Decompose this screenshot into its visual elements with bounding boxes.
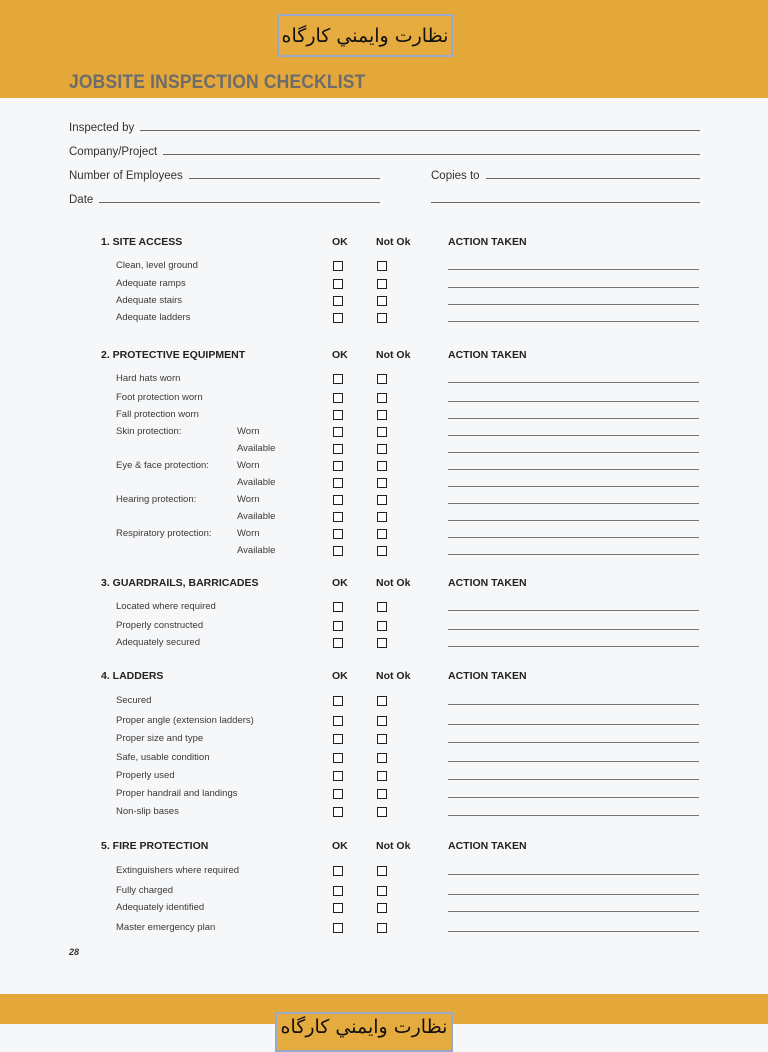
item-label: Non-slip bases xyxy=(116,806,179,817)
item-sub-label: Worn xyxy=(237,426,260,437)
not-ok-column-header: Not Ok xyxy=(376,236,411,248)
not-ok-checkbox[interactable] xyxy=(377,602,387,612)
checklist-row xyxy=(0,694,768,711)
inspected-by-line xyxy=(140,130,700,131)
ok-checkbox[interactable] xyxy=(333,602,343,612)
section-title: 4. LADDERS xyxy=(101,670,164,682)
ok-checkbox[interactable] xyxy=(333,716,343,726)
item-label: Respiratory protection: xyxy=(116,528,212,539)
section-title: 2. PROTECTIVE EQUIPMENT xyxy=(101,349,246,361)
checklist-row xyxy=(0,732,768,749)
not-ok-checkbox[interactable] xyxy=(377,261,387,271)
logo-banner: نظارت وايمني كارگاه xyxy=(277,14,453,57)
not-ok-checkbox[interactable] xyxy=(377,410,387,420)
item-label: Proper handrail and landings xyxy=(116,788,238,799)
ok-checkbox[interactable] xyxy=(333,807,343,817)
item-label: Properly used xyxy=(116,770,175,781)
not-ok-checkbox[interactable] xyxy=(377,716,387,726)
action-taken-column-header: ACTION TAKEN xyxy=(448,840,527,852)
item-label: Master emergency plan xyxy=(116,922,216,933)
inspected-by-field[interactable] xyxy=(69,114,700,134)
action-taken-line[interactable] xyxy=(448,418,699,419)
not-ok-column-header: Not Ok xyxy=(376,349,411,361)
not-ok-checkbox[interactable] xyxy=(377,478,387,488)
checklist-row xyxy=(0,787,768,804)
action-taken-line[interactable] xyxy=(448,610,699,611)
not-ok-checkbox[interactable] xyxy=(377,529,387,539)
item-label: Hearing protection: xyxy=(116,494,197,505)
item-label: Located where required xyxy=(116,601,216,612)
action-taken-line[interactable] xyxy=(448,704,699,705)
num-employees-label: Number of Employees xyxy=(69,170,183,182)
action-taken-line[interactable] xyxy=(448,742,699,743)
not-ok-column-header: Not Ok xyxy=(376,670,411,682)
ok-checkbox[interactable] xyxy=(333,903,343,913)
ok-checkbox[interactable] xyxy=(333,546,343,556)
not-ok-checkbox[interactable] xyxy=(377,444,387,454)
not-ok-checkbox[interactable] xyxy=(377,279,387,289)
page-number: 28 xyxy=(69,947,80,957)
item-label: Adequately secured xyxy=(116,637,200,648)
ok-checkbox[interactable] xyxy=(333,886,343,896)
ok-checkbox[interactable] xyxy=(333,696,343,706)
action-taken-line[interactable] xyxy=(448,469,699,470)
action-taken-line[interactable] xyxy=(448,452,699,453)
ok-checkbox[interactable] xyxy=(333,374,343,384)
num-employees-field[interactable] xyxy=(69,162,380,182)
ok-checkbox[interactable] xyxy=(333,512,343,522)
checklist-row xyxy=(0,636,768,653)
not-ok-checkbox[interactable] xyxy=(377,313,387,323)
action-taken-line[interactable] xyxy=(448,797,699,798)
inspected-by-label: Inspected by xyxy=(69,122,135,134)
copies-to-label: Copies to xyxy=(431,170,480,182)
not-ok-checkbox[interactable] xyxy=(377,393,387,403)
item-label: Adequately identified xyxy=(116,902,205,913)
ok-checkbox[interactable] xyxy=(333,789,343,799)
ok-checkbox[interactable] xyxy=(333,529,343,539)
checklist-row xyxy=(0,884,768,901)
not-ok-column-header: Not Ok xyxy=(376,840,411,852)
not-ok-checkbox[interactable] xyxy=(377,696,387,706)
ok-checkbox[interactable] xyxy=(333,461,343,471)
not-ok-checkbox[interactable] xyxy=(377,621,387,631)
company-project-label: Company/Project xyxy=(69,146,158,158)
checklist-row xyxy=(0,805,768,822)
checklist-row xyxy=(0,527,768,544)
ok-column-header: OK xyxy=(332,236,348,248)
action-taken-line[interactable] xyxy=(448,646,699,647)
date-label: Date xyxy=(69,194,94,206)
action-taken-line[interactable] xyxy=(448,931,699,932)
action-taken-line[interactable] xyxy=(448,815,699,816)
item-label: Adequate ramps xyxy=(116,278,186,289)
not-ok-checkbox[interactable] xyxy=(377,296,387,306)
item-label: Secured xyxy=(116,695,152,706)
ok-checkbox[interactable] xyxy=(333,495,343,505)
not-ok-checkbox[interactable] xyxy=(377,789,387,799)
not-ok-checkbox[interactable] xyxy=(377,461,387,471)
ok-checkbox[interactable] xyxy=(333,638,343,648)
ok-checkbox[interactable] xyxy=(333,410,343,420)
action-taken-line[interactable] xyxy=(448,435,699,436)
action-taken-line[interactable] xyxy=(448,761,699,762)
item-sub-label: Available xyxy=(237,477,276,488)
action-taken-line[interactable] xyxy=(448,874,699,875)
checklist-row xyxy=(0,372,768,389)
item-label: Foot protection worn xyxy=(116,392,203,403)
action-taken-line[interactable] xyxy=(448,382,699,383)
ok-checkbox[interactable] xyxy=(333,313,343,323)
checklist-row xyxy=(0,408,768,425)
action-taken-line[interactable] xyxy=(448,269,699,270)
checklist-row xyxy=(0,277,768,294)
ok-checkbox[interactable] xyxy=(333,866,343,876)
not-ok-column-header: Not Ok xyxy=(376,577,411,589)
not-ok-checkbox[interactable] xyxy=(377,638,387,648)
checklist-row xyxy=(0,619,768,636)
item-label: Skin protection: xyxy=(116,426,182,437)
item-label: Proper size and type xyxy=(116,733,204,744)
action-taken-line[interactable] xyxy=(448,554,699,555)
checklist-row xyxy=(0,425,768,442)
footer-logo-banner: نظارت وايمني كارگاه xyxy=(275,1012,453,1052)
checklist-row xyxy=(0,391,768,408)
ok-checkbox[interactable] xyxy=(333,478,343,488)
action-taken-line[interactable] xyxy=(448,321,699,322)
item-sub-label: Worn xyxy=(237,494,260,505)
action-taken-line[interactable] xyxy=(448,304,699,305)
not-ok-checkbox[interactable] xyxy=(377,734,387,744)
item-sub-label: Worn xyxy=(237,460,260,471)
ok-checkbox[interactable] xyxy=(333,261,343,271)
item-sub-label: Available xyxy=(237,443,276,454)
not-ok-checkbox[interactable] xyxy=(377,886,387,896)
item-label: Safe, usable condition xyxy=(116,752,210,763)
action-taken-line[interactable] xyxy=(448,911,699,912)
checklist-row xyxy=(0,259,768,276)
action-taken-line[interactable] xyxy=(448,503,699,504)
checklist-row xyxy=(0,544,768,561)
action-taken-line[interactable] xyxy=(448,724,699,725)
date-extra-field[interactable] xyxy=(431,186,700,206)
ok-checkbox[interactable] xyxy=(333,393,343,403)
section-title: 5. FIRE PROTECTION xyxy=(101,840,209,852)
ok-checkbox[interactable] xyxy=(333,427,343,437)
ok-checkbox[interactable] xyxy=(333,753,343,763)
action-taken-column-header: ACTION TAKEN xyxy=(448,236,527,248)
checklist-row xyxy=(0,294,768,311)
item-label: Properly constructed xyxy=(116,620,204,631)
ok-checkbox[interactable] xyxy=(333,296,343,306)
not-ok-checkbox[interactable] xyxy=(377,427,387,437)
item-label: Extinguishers where required xyxy=(116,865,240,876)
action-taken-column-header: ACTION TAKEN xyxy=(448,577,527,589)
not-ok-checkbox[interactable] xyxy=(377,512,387,522)
company-project-line xyxy=(163,154,700,155)
action-taken-line[interactable] xyxy=(448,629,699,630)
action-taken-line[interactable] xyxy=(448,520,699,521)
item-label: Clean, level ground xyxy=(116,260,198,271)
date-field[interactable] xyxy=(69,186,380,206)
action-taken-column-header: ACTION TAKEN xyxy=(448,349,527,361)
item-label: Fully charged xyxy=(116,885,174,896)
checklist-row xyxy=(0,311,768,328)
checklist-row xyxy=(0,864,768,881)
action-taken-column-header: ACTION TAKEN xyxy=(448,670,527,682)
not-ok-checkbox[interactable] xyxy=(377,903,387,913)
not-ok-checkbox[interactable] xyxy=(377,866,387,876)
ok-column-header: OK xyxy=(332,349,348,361)
page-title: JOBSITE INSPECTION CHECKLIST xyxy=(69,72,366,93)
item-label: Proper angle (extension ladders) xyxy=(116,715,254,726)
action-taken-line[interactable] xyxy=(448,894,699,895)
item-label: Adequate ladders xyxy=(116,312,191,323)
checklist-row xyxy=(0,442,768,459)
ok-checkbox[interactable] xyxy=(333,771,343,781)
header-band xyxy=(0,0,768,98)
item-sub-label: Available xyxy=(237,511,276,522)
date-extra-line xyxy=(431,202,700,203)
not-ok-checkbox[interactable] xyxy=(377,495,387,505)
date-line xyxy=(99,202,380,203)
not-ok-checkbox[interactable] xyxy=(377,807,387,817)
action-taken-line[interactable] xyxy=(448,779,699,780)
ok-checkbox[interactable] xyxy=(333,444,343,454)
checklist-row xyxy=(0,493,768,510)
not-ok-checkbox[interactable] xyxy=(377,923,387,933)
checklist-row xyxy=(0,921,768,938)
checklist-row xyxy=(0,476,768,493)
action-taken-line[interactable] xyxy=(448,486,699,487)
section-title: 1. SITE ACCESS xyxy=(101,236,183,248)
item-label: Adequate stairs xyxy=(116,295,183,306)
section-title: 3. GUARDRAILS, BARRICADES xyxy=(101,577,259,589)
checklist-row xyxy=(0,901,768,918)
item-label: Eye & face protection: xyxy=(116,460,209,471)
ok-column-header: OK xyxy=(332,840,348,852)
checklist-row xyxy=(0,714,768,731)
not-ok-checkbox[interactable] xyxy=(377,771,387,781)
checklist-row xyxy=(0,751,768,768)
action-taken-line[interactable] xyxy=(448,287,699,288)
item-sub-label: Worn xyxy=(237,528,260,539)
ok-checkbox[interactable] xyxy=(333,621,343,631)
action-taken-line[interactable] xyxy=(448,537,699,538)
action-taken-line[interactable] xyxy=(448,401,699,402)
not-ok-checkbox[interactable] xyxy=(377,753,387,763)
not-ok-checkbox[interactable] xyxy=(377,546,387,556)
checklist-row xyxy=(0,600,768,617)
checklist-row xyxy=(0,510,768,527)
ok-checkbox[interactable] xyxy=(333,279,343,289)
num-employees-line xyxy=(189,178,380,179)
checklist-row xyxy=(0,459,768,476)
item-label: Fall protection worn xyxy=(116,409,199,420)
item-label: Hard hats worn xyxy=(116,373,181,384)
item-sub-label: Available xyxy=(237,545,276,556)
copies-to-line xyxy=(486,178,700,179)
company-project-field[interactable] xyxy=(69,138,700,158)
checklist-row xyxy=(0,769,768,786)
not-ok-checkbox[interactable] xyxy=(377,374,387,384)
ok-column-header: OK xyxy=(332,670,348,682)
ok-checkbox[interactable] xyxy=(333,734,343,744)
footer-band xyxy=(0,994,768,1038)
ok-column-header: OK xyxy=(332,577,348,589)
copies-to-field[interactable] xyxy=(431,162,700,182)
ok-checkbox[interactable] xyxy=(333,923,343,933)
